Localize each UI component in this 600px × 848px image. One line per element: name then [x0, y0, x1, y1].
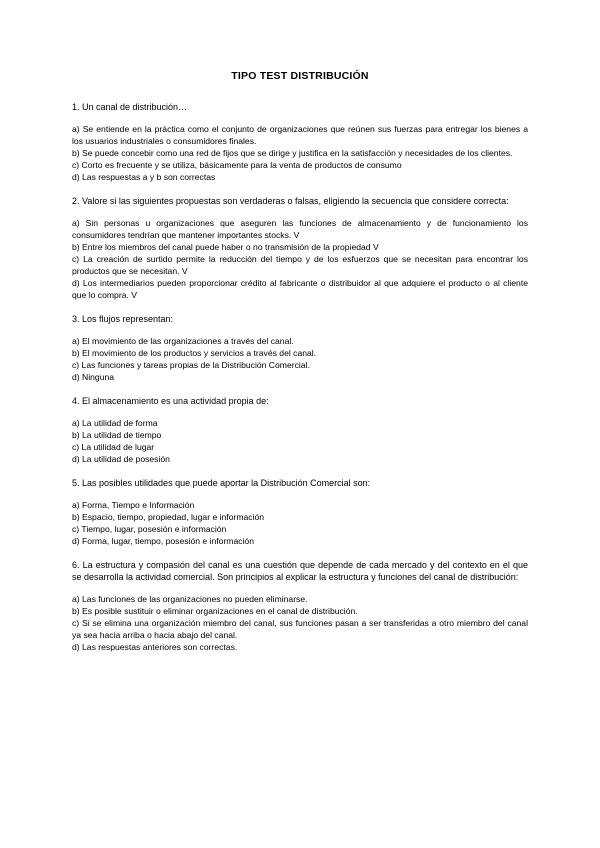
option-a: a) Sin personas u organizaciones que aseguren las funciones de almacenamiento y de funcionamiento los consumidores tendrían que mantener importantes stocks. V [72, 218, 528, 240]
question-stem: 5. Las posibles utilidades que puede aportar la Distribución Comercial son: [72, 478, 371, 488]
option-c: c) Las funciones y tareas propias de la Distribución Comercial. [72, 360, 310, 370]
option-d: d) Los intermediarios pueden proporcionar crédito al fabricante o distribuidor al que adquiere el producto o al cliente que lo compra. V [72, 278, 528, 300]
option-c: c) Tiempo, lugar, posesión e información [72, 524, 227, 534]
option-d: d) Ninguna [72, 372, 115, 382]
question-4 [72, 395, 528, 465]
option-a: a) Las funciones de las organizaciones no pueden eliminarse. [72, 594, 308, 604]
option-b: b) Entre los miembros del canal puede haber o no transmisión de la propiedad V [72, 242, 379, 252]
question-3 [72, 313, 528, 383]
option-a: a) La utilidad de forma [72, 418, 158, 428]
question-1 [72, 101, 528, 183]
document-page [72, 70, 528, 665]
option-c: c) Corto es frecuente y se utiliza, básicamente para la venta de productos de consumo [72, 160, 402, 170]
question-stem: 6. La estructura y compasión del canal es una cuestión que depende de cada mercado y del contexto en el que se desarrolla la actividad comercial. Son principios al explicar la estructura y funciones del canal de distribución: [72, 560, 528, 582]
option-c: c) La utilidad de lugar [72, 442, 155, 452]
option-a: a) Se entiende en la práctica como el conjunto de organizaciones que reúnen sus fuerzas para entregar los bienes a los usuarios industriales o consumidores finales. [72, 124, 528, 146]
option-b: b) Es posible sustituir o eliminar organizaciones en el canal de distribución. [72, 606, 358, 616]
option-b: b) Se puede concebir como una red de fijos que se dirige y justifica en la satisfacción y necesidades de los clientes. [72, 148, 513, 158]
option-a: a) Forma, Tiempo e Información [72, 500, 195, 510]
option-a: a) El movimiento de las organizaciones a través del canal. [72, 336, 294, 346]
option-b: b) La utilidad de tiempo [72, 430, 162, 440]
option-b: b) Espacio, tiempo, propiedad, lugar e información [72, 512, 265, 522]
document-title: TIPO TEST DISTRIBUCIÓN [231, 70, 369, 82]
option-d: d) La utilidad de posesión [72, 454, 170, 464]
option-b: b) El movimiento de los productos y servicios a través del canal. [72, 348, 317, 358]
question-stem: 2. Valore si las siguientes propuestas son verdaderas o falsas, eligiendo la secuencia que considere correcta: [72, 196, 509, 206]
question-6 [72, 559, 528, 653]
option-c: c) La creación de surtido permite la reducción del tiempo y de los esfuerzos que se necesitan para encontrar los productos que se necesitan. V [72, 254, 528, 276]
question-5 [72, 477, 528, 547]
question-stem: 3. Los flujos representan: [72, 314, 174, 324]
question-stem: 1. Un canal de distribución… [72, 102, 188, 112]
question-2 [72, 195, 528, 301]
option-c: c) Si se elimina una organización miembro del canal, sus funciones pasan a ser transferidas a otro miembro del canal ya sea hacia arriba o hacia abajo del canal. [72, 618, 528, 640]
question-stem: 4. El almacenamiento es una actividad propia de: [72, 396, 269, 406]
option-d: d) Las respuestas anteriores son correctas. [72, 642, 238, 652]
option-d: d) Forma, lugar, tiempo, posesión e información [72, 536, 254, 546]
option-d: d) Las respuestas a y b son correctas [72, 172, 216, 182]
